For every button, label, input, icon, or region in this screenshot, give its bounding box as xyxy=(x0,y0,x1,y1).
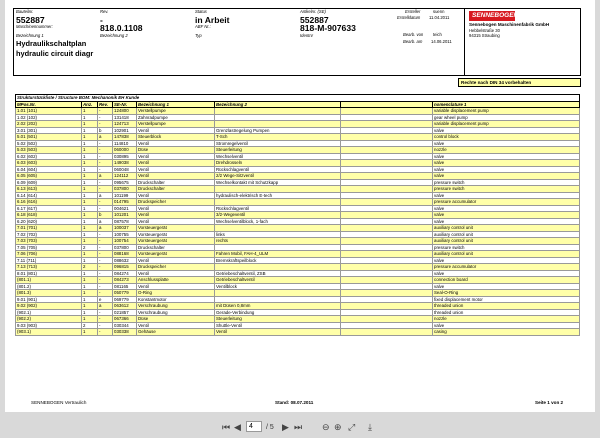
table-cell: Ventilblock xyxy=(215,283,341,290)
column-header: nomenclature 1 xyxy=(433,101,580,108)
table-cell: 050779 xyxy=(113,290,137,297)
table-cell: Ventil xyxy=(137,127,215,134)
download-icon[interactable]: ⤓ xyxy=(368,422,372,432)
table-cell: 7.13 (713) xyxy=(16,264,82,271)
prev-page-icon[interactable]: ◀ xyxy=(234,422,241,432)
table-cell: Grenzlastregelung Pumpen xyxy=(215,127,341,134)
table-cell: - xyxy=(98,238,113,245)
table-cell: a xyxy=(98,218,113,225)
table-cell: 060048 xyxy=(113,166,137,173)
ersteller-value: suenn xyxy=(433,9,445,14)
table-cell: 069779 xyxy=(113,296,137,303)
table-cell: Ventil xyxy=(137,322,215,329)
table-cell: Verschraubung xyxy=(137,309,215,316)
table-cell: Druckspeicher xyxy=(137,199,215,206)
table-cell: Gehäuse xyxy=(137,329,215,336)
table-cell: - xyxy=(98,290,113,297)
table-cell: 1 xyxy=(82,186,98,193)
table-cell: 124112 xyxy=(113,173,137,180)
table-cell: valve xyxy=(433,218,580,225)
table-cell: Vorsteuergerät xyxy=(137,231,215,238)
table-cell: 1 xyxy=(82,290,98,297)
table-cell: pressure switch xyxy=(433,244,580,251)
table-cell: auxiliary control unit xyxy=(433,225,580,232)
table-cell: threaded union xyxy=(433,303,580,310)
table-cell: Vorsteuergerät xyxy=(137,251,215,258)
status-value: in Arbeit xyxy=(195,15,230,25)
table-cell: Ventil xyxy=(137,166,215,173)
company-city: 94315 Straubing xyxy=(469,33,500,38)
table-cell: Steuerleitung xyxy=(215,316,341,323)
table-cell: 087578 xyxy=(113,218,137,225)
table-cell: 2 xyxy=(82,244,98,251)
table-cell: 6.20 (620) xyxy=(16,218,82,225)
document-page xyxy=(5,0,595,412)
table-cell: 1 xyxy=(82,192,98,199)
rights-text: Rechte nach DIN 34 vorbehalten xyxy=(461,80,532,85)
first-page-icon[interactable]: ⏮ xyxy=(222,422,231,432)
table-cell: auxiliary control unit xyxy=(433,238,580,245)
table-cell: 1 xyxy=(82,303,98,310)
document-subtitle: hydraulic circuit diagr xyxy=(16,49,94,58)
status-label: Status xyxy=(195,9,207,14)
table-cell: Ventil xyxy=(137,160,215,167)
table-cell: valve xyxy=(433,212,580,219)
table-cell: nozzle xyxy=(433,147,580,154)
artikelnr-value: 552887 xyxy=(300,15,329,25)
next-page-icon[interactable]: ▶ xyxy=(282,422,289,432)
table-cell: O-Ring xyxy=(137,290,215,297)
table-cell: 084274 xyxy=(113,270,137,277)
table-cell: (902.2) xyxy=(16,316,82,323)
table-cell: e xyxy=(98,296,113,303)
table-cell: 5.03 (503) xyxy=(16,147,82,154)
table-cell: 037800 xyxy=(113,186,137,193)
table-cell: control block xyxy=(433,134,580,141)
table-cell: valve xyxy=(433,283,580,290)
table-cell: 1 xyxy=(82,160,98,167)
table-cell: valve xyxy=(433,166,580,173)
table-cell: 1 xyxy=(82,251,98,258)
page-total: / 5 xyxy=(266,424,274,431)
company-name: Sennebogen Maschinenfabrik GmbH xyxy=(469,22,550,27)
table-cell: - xyxy=(98,160,113,167)
table-cell: Steuerblock xyxy=(137,134,215,141)
bearb-am-label: Bearb. am xyxy=(403,39,423,44)
viewer-toolbar xyxy=(0,416,600,438)
table-cell: 1 xyxy=(82,134,98,141)
table-cell: Ventil xyxy=(137,173,215,180)
table-cell: valve xyxy=(433,322,580,329)
table-cell: Düse xyxy=(137,316,215,323)
table-cell: 1 xyxy=(82,257,98,264)
table-cell: 1 xyxy=(82,238,98,245)
table-cell: 1 xyxy=(82,329,98,336)
table-cell: 004621 xyxy=(113,205,137,212)
table-cell: Anschlussplatte xyxy=(137,277,215,284)
table-cell: - xyxy=(98,329,113,336)
table-cell: 6.16 (616) xyxy=(16,199,82,206)
table-cell: - xyxy=(98,270,113,277)
table-cell: 1 xyxy=(82,205,98,212)
table-cell: hydraulisch-elektrisch E-tech xyxy=(215,192,341,199)
table-cell: - xyxy=(98,114,113,121)
table-cell: Druckschalter xyxy=(137,244,215,251)
column-header: Anz. xyxy=(82,101,98,108)
table-cell: 6.02 (602) xyxy=(16,153,82,160)
table-cell: - xyxy=(98,264,113,271)
table-cell: - xyxy=(98,205,113,212)
table-cell: valve xyxy=(433,140,580,147)
table-cell: Gerade-Verbindung xyxy=(215,309,341,316)
table-cell: - xyxy=(98,108,113,115)
table-cell: a xyxy=(98,303,113,310)
table-cell: 1 xyxy=(82,153,98,160)
table-cell: 2/2 Wege-Sitzventil xyxy=(215,173,341,180)
table-cell: Wechselkontakt mit Schutzkapp xyxy=(215,179,341,186)
table-cell: 8.01 (801) xyxy=(16,270,82,277)
table-cell: 5.01 (501) xyxy=(16,134,82,141)
table-cell: rechts xyxy=(215,238,341,245)
table-cell: 037800 xyxy=(113,244,137,251)
table-cell: Ventil xyxy=(137,257,215,264)
table-cell: - xyxy=(98,179,113,186)
table-cell: 1 xyxy=(82,225,98,232)
rev-value: - xyxy=(100,15,103,25)
table-cell: 7.06 (706) xyxy=(16,251,82,258)
table-cell: a xyxy=(98,134,113,141)
table-cell: Fahren Mobil, FAH-4_ULM xyxy=(215,251,341,258)
table-cell: Druckschalter xyxy=(137,186,215,193)
column-header: Bezeichnung 1 xyxy=(137,101,215,108)
table-cell: Getriebeschaltventil xyxy=(215,277,341,284)
table-cell: pressure switch xyxy=(433,179,580,186)
table-cell: - xyxy=(98,231,113,238)
table-cell: 100755 xyxy=(113,231,137,238)
table-cell: 7.02 (702) xyxy=(16,231,82,238)
table-cell: variable displacement pump xyxy=(433,121,580,128)
table-cell: Seal-O-Ring xyxy=(433,290,580,297)
bearb-am-value: 14.06.2011 xyxy=(431,39,452,44)
bezeichnung1-label: Bezeichnung 1 xyxy=(16,33,44,38)
zoom-out-icon[interactable]: ⊖ xyxy=(322,422,330,432)
table-cell: - xyxy=(98,251,113,258)
table-cell: 6.03 (603) xyxy=(16,160,82,167)
table-cell: (902.1) xyxy=(16,309,82,316)
column-header: MPos.Nr. xyxy=(16,101,82,108)
table-cell: 1 xyxy=(82,127,98,134)
table-cell: 9.02 (902) xyxy=(16,303,82,310)
table-cell: 101201 xyxy=(113,212,137,219)
table-cell: 1 xyxy=(82,212,98,219)
table-cell: a xyxy=(98,173,113,180)
maschinennummer-value: 818.0.1108 xyxy=(100,23,143,33)
maschinennummer-label: Maschinennummer: xyxy=(16,24,53,29)
table-cell: 030895 xyxy=(113,153,137,160)
table-cell: - xyxy=(98,283,113,290)
table-cell: 7.05 (705) xyxy=(16,244,82,251)
table-cell: pressure accumulator xyxy=(433,264,580,271)
table-cell: Wechselventilblock, 1-fach xyxy=(215,218,341,225)
table-cell: 2 xyxy=(82,264,98,271)
table-cell: 6.09 (609) xyxy=(16,179,82,186)
zoom-in-icon[interactable]: ⊕ xyxy=(334,422,342,432)
table-cell: 6.14 (614) xyxy=(16,192,82,199)
table-cell: a xyxy=(98,192,113,199)
table-cell: 7.03 (703) xyxy=(16,238,82,245)
bom-table xyxy=(15,94,580,336)
table-cell: - xyxy=(98,257,113,264)
table-cell: nozzle xyxy=(433,316,580,323)
table-cell: 1 xyxy=(82,296,98,303)
table-cell: valve xyxy=(433,257,580,264)
table-cell: 1 xyxy=(82,121,98,128)
table-cell: 1 xyxy=(82,283,98,290)
table-cell: valve xyxy=(433,205,580,212)
abf-value: 818-M-907633 xyxy=(300,23,356,33)
table-cell: 030338 xyxy=(113,329,137,336)
table-cell: Ventil xyxy=(137,192,215,199)
table-cell: 102901 xyxy=(113,127,137,134)
table-cell: fixed displacement motor xyxy=(433,296,580,303)
table-cell: Shuttle-Ventil xyxy=(215,322,341,329)
company-street: Hebbelstraße 30 xyxy=(469,28,500,33)
table-cell: - xyxy=(98,121,113,128)
table-cell: - xyxy=(98,166,113,173)
table-cell: 114810 xyxy=(113,140,137,147)
ersteller-label: Ersteller xyxy=(405,9,421,14)
table-cell: 124800 xyxy=(113,108,137,115)
table-cell: 1 xyxy=(82,166,98,173)
table-cell: connection board xyxy=(433,277,580,284)
table-cell: 067366 xyxy=(113,316,137,323)
table-cell: Düse xyxy=(137,147,215,154)
table-cell: Steuerleitung xyxy=(215,147,341,154)
table-cell: 1 xyxy=(82,147,98,154)
table-cell: valve xyxy=(433,173,580,180)
table-cell: Druckschalter xyxy=(137,179,215,186)
table-cell: - xyxy=(98,147,113,154)
table-cell: - xyxy=(98,316,113,323)
table-cell: Verstellpumpe xyxy=(137,121,215,128)
table-cell: 7.01 (701) xyxy=(16,225,82,232)
table-cell: 1.01 (101) xyxy=(16,108,82,115)
table-cell: (801.1) xyxy=(16,277,82,284)
table-cell: Bremskraftspeilblock xyxy=(215,257,341,264)
table-cell: a xyxy=(98,225,113,232)
table-cell: valve xyxy=(433,270,580,277)
table-cell: valve xyxy=(433,192,580,199)
table-cell: Vorsteuergerät xyxy=(137,225,215,232)
table-cell: 147838 xyxy=(113,134,137,141)
table-cell: Drehdrosseln xyxy=(215,160,341,167)
table-cell: 9.01 (901) xyxy=(16,296,82,303)
bauteilnr-value: 552887 xyxy=(16,15,45,25)
table-cell: gear wheel pump xyxy=(433,114,580,121)
footer-left: SENNEBOGEN Vertraulich xyxy=(31,400,87,405)
table-cell: 060000 xyxy=(113,147,137,154)
table-cell: Ventil xyxy=(137,140,215,147)
table-cell: 2 xyxy=(82,322,98,329)
table-cell: 021857 xyxy=(113,309,137,316)
table-cell: 149038 xyxy=(113,160,137,167)
table-cell: auxiliary control unit xyxy=(433,231,580,238)
table-cell: 1 xyxy=(82,108,98,115)
table-cell: - xyxy=(98,186,113,193)
table-cell: 088632 xyxy=(113,257,137,264)
table-cell: 030344 xyxy=(113,322,137,329)
fit-page-icon[interactable]: ⤢ xyxy=(348,422,356,432)
table-cell: Verschraubung xyxy=(137,303,215,310)
logo-text: SENNEBOGEN xyxy=(472,12,519,19)
rev-label: Rev. xyxy=(100,9,109,14)
table-cell: pressure switch xyxy=(433,186,580,193)
table-cell: mit Düsen 0,8mm xyxy=(215,303,341,310)
ident-label: Identnr xyxy=(300,33,314,38)
table-cell: 2.02 (202) xyxy=(16,121,82,128)
table-cell: 7.11 (711) xyxy=(16,257,82,264)
table-cell: (801.3) xyxy=(16,290,82,297)
erstelldatum-label: Erstelldatum xyxy=(397,15,421,20)
table-cell: valve xyxy=(433,160,580,167)
table-cell: valve xyxy=(433,127,580,134)
table-cell: 3.01 (301) xyxy=(16,127,82,134)
table-cell: Rückschlagventil xyxy=(215,205,341,212)
table-cell: 1 xyxy=(82,179,98,186)
table-cell: 014795 xyxy=(113,199,137,206)
table-cell: - xyxy=(98,153,113,160)
table-cell: Wechselventil xyxy=(215,153,341,160)
table-cell: 1 xyxy=(82,140,98,147)
footer-right: Seite 1 von 2 xyxy=(535,400,564,405)
table-cell: Verstellpumpe xyxy=(137,108,215,115)
table-cell: 081165 xyxy=(113,283,137,290)
table-cell: 6.04 (604) xyxy=(16,166,82,173)
table-cell: 100037 xyxy=(113,225,137,232)
table-cell: - xyxy=(98,199,113,206)
table-cell: Ventil xyxy=(137,283,215,290)
table-cell: Ventil xyxy=(215,329,341,336)
table-cell: Getriebeschaltventil, ZSB xyxy=(215,270,341,277)
typ-label: Typ xyxy=(195,33,202,38)
table-cell: - xyxy=(98,244,113,251)
table-cell: b xyxy=(98,127,113,134)
table-cell: 1 xyxy=(82,114,98,121)
last-page-icon[interactable]: ⏭ xyxy=(294,422,303,432)
table-cell: valve xyxy=(433,153,580,160)
table-cell: Ventil xyxy=(137,153,215,160)
table-cell: threaded union xyxy=(433,309,580,316)
column-header: Bezeichnung 2 xyxy=(215,101,341,108)
table-cell: Druckspeicher xyxy=(137,264,215,271)
table-cell: Vorsteuergerät xyxy=(137,238,215,245)
table-cell: - xyxy=(98,309,113,316)
table-cell: Stromregelventil xyxy=(215,140,341,147)
table-cell: 6.05 (605) xyxy=(16,173,82,180)
table-cell: - xyxy=(98,140,113,147)
bauteilnr-label: Bauteilnr. xyxy=(16,9,34,14)
table-cell: 1 xyxy=(82,270,98,277)
table-cell: 131418 xyxy=(113,114,137,121)
erstelldatum-value: 11.04.2011 xyxy=(429,15,450,20)
table-cell: 101199 xyxy=(113,192,137,199)
table-cell: 6.18 (618) xyxy=(16,212,82,219)
table-cell: 095675 xyxy=(113,179,137,186)
table-cell: (903.1) xyxy=(16,329,82,336)
table-cell: 1 xyxy=(82,309,98,316)
table-cell: 1 xyxy=(82,277,98,284)
table-cell: 1 xyxy=(82,173,98,180)
table-cell: links xyxy=(215,231,341,238)
bearb-value: teich xyxy=(433,32,442,37)
table-cell: 9.03 (903) xyxy=(16,322,82,329)
table-cell: Ventil xyxy=(137,218,215,225)
rights-box xyxy=(458,78,581,87)
artikelnr-label: Artikelnr. (SE) xyxy=(300,9,326,14)
table-cell xyxy=(341,329,433,336)
table-cell: 1 xyxy=(82,218,98,225)
table-cell: 063612 xyxy=(113,303,137,310)
sennebogen-logo xyxy=(469,11,519,21)
table-cell: 6.17 (617) xyxy=(16,205,82,212)
table-cell: (801.2) xyxy=(16,283,82,290)
table-cell: 096815 xyxy=(113,264,137,271)
table-cell: Ventil xyxy=(137,212,215,219)
table-cell: Zahnradpumpe xyxy=(137,114,215,121)
table-cell: variable displacement pump xyxy=(433,108,580,115)
table-row xyxy=(16,329,580,336)
bezeichnung2-label: Bezeichnung 2 xyxy=(100,33,128,38)
table-cell: auxiliary control unit xyxy=(433,251,580,258)
table-cell: Ventil xyxy=(137,205,215,212)
table-cell: 3/2-Wegeventil xyxy=(215,212,341,219)
table-cell: 100754 xyxy=(113,238,137,245)
column-header: SE-Nr. xyxy=(113,101,137,108)
table-cell: casing xyxy=(433,329,580,336)
document-title: Hydraulikschaltplan xyxy=(16,39,87,48)
table-cell: pressure accumulator xyxy=(433,199,580,206)
table-cell: 6.13 (613) xyxy=(16,186,82,193)
table-cell: 088168 xyxy=(113,251,137,258)
column-header: Rev. xyxy=(98,101,113,108)
table-cell: T-Sch xyxy=(215,134,341,141)
table-cell: 1.02 (102) xyxy=(16,114,82,121)
page-number-input[interactable] xyxy=(246,421,262,432)
footer-center: Stand: 08.07.2011 xyxy=(275,400,314,405)
table-cell: Konstantmotor xyxy=(137,296,215,303)
abf-label: ABF Nr.: xyxy=(195,24,211,29)
table-cell: - xyxy=(98,322,113,329)
bearb-label: Bearb. von xyxy=(403,32,424,37)
table-cell: b xyxy=(98,212,113,219)
table-cell: Ventil xyxy=(137,270,215,277)
table-cell: - xyxy=(98,277,113,284)
table-cell: Rückschlagventil xyxy=(215,166,341,173)
table-cell: 084273 xyxy=(113,277,137,284)
table-cell: 124713 xyxy=(113,121,137,128)
table-cell: 1 xyxy=(82,316,98,323)
table-cell: 5.02 (502) xyxy=(16,140,82,147)
table-title: Strukturstückliste / Structure BOM: Mechanonik EH Kunde xyxy=(16,95,580,102)
table-cell: 1 xyxy=(82,199,98,206)
table-cell: 1 xyxy=(82,231,98,238)
